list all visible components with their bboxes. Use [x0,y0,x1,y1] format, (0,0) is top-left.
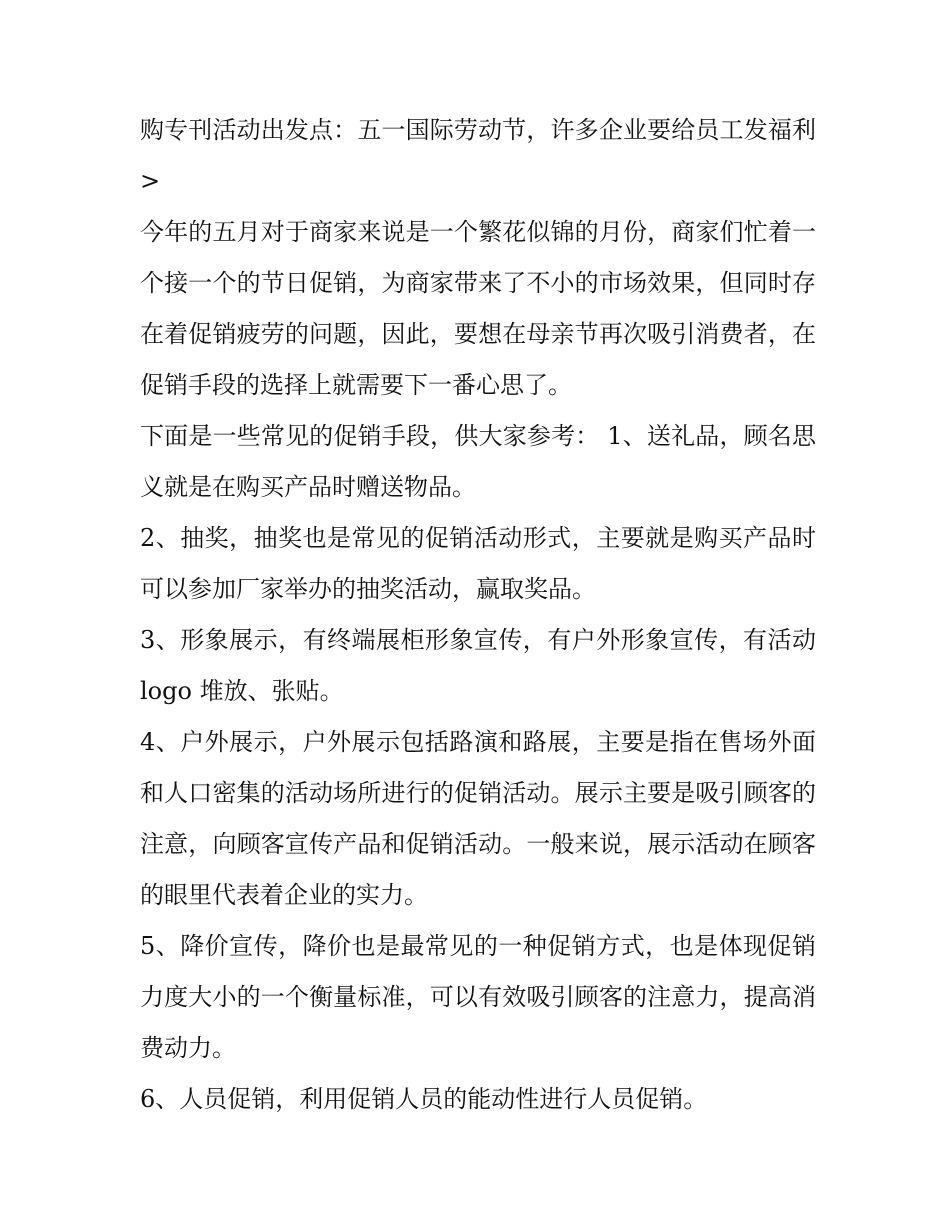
paragraph-item-3-image-display: 3、形象展示，有终端展柜形象宣传，有户外形象宣传，有活动 logo 堆放、张贴。 [140,626,816,705]
paragraph-may-promotions: 今年的五月对于商家来说是一个繁花似锦的月份，商家们忙着一个接一个的节日促销，为商家带来了不小的市场效果，但同时存在着促销疲劳的问题，因此，要想在母亲节再次吸引消费者，在促销手段的选择上就需要下一番心思了。 [140,218,816,399]
paragraph-item-6-staff-promotion: 6、人员促销，利用促销人员的能动性进行人员促销。 [140,1085,708,1113]
paragraph-item-5-price-cut: 5、降价宣传，降价也是最常见的一种促销方式，也是体现促销力度大小的一个衡量标准，可以有效吸引顾客的注意力，提高消费动力。 [140,932,816,1062]
document-body [140,105,816,1125]
paragraph-item-4-outdoor-display: 4、户外展示，户外展示包括路演和路展，主要是指在售场外面和人口密集的活动场所进行的促销活动。展示主要是吸引顾客的注意，向顾客宣传产品和促销活动。一般来说，展示活动在顾客的眼里代表着企业的实力。 [140,728,816,909]
paragraph-item-1-gifts: 下面是一些常见的促销手段，供大家参考： 1、送礼品，顾名思义就是在购买产品时赠送物品。 [140,422,816,501]
paragraph-intro: 购专刊活动出发点：五一国际劳动节，许多企业要给员工发福利> [140,116,816,195]
paragraph-item-2-lottery: 2、抽奖，抽奖也是常见的促销活动形式，主要就是购买产品时可以参加厂家举办的抽奖活动，赢取奖品。 [140,524,816,603]
